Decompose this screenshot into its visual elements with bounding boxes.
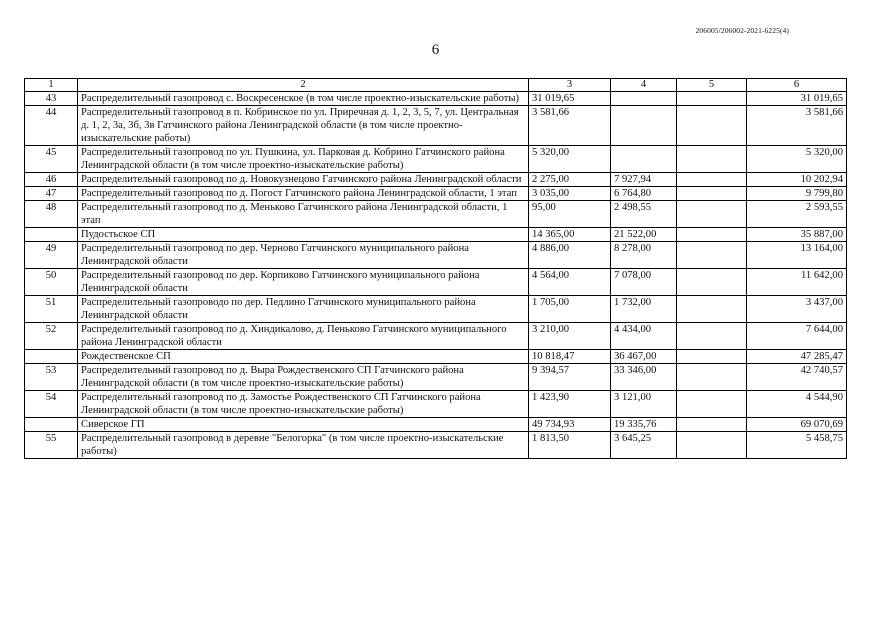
page-number: 6: [431, 42, 440, 58]
column-4-value: 3 121,00: [611, 391, 677, 418]
table-row: [25, 146, 847, 173]
column-header-2: 2: [78, 79, 529, 92]
column-3-value: 95,00: [529, 201, 611, 228]
row-number-cell: 43: [25, 92, 78, 106]
column-4-value: 2 498,55: [611, 201, 677, 228]
column-6-value: 7 644,00: [747, 323, 847, 350]
column-5-value: [677, 201, 747, 228]
column-6-value: 69 070,69: [747, 418, 847, 432]
column-4-value: 19 335,76: [611, 418, 677, 432]
object-name-cell: Распределительный газопроводо по дер. Педлино Гатчинского муниципального района Ленинградской области: [78, 296, 529, 323]
column-6-value: 13 164,00: [747, 242, 847, 269]
column-3-value: 49 734,93: [529, 418, 611, 432]
column-3-value: 1 813,50: [529, 432, 611, 459]
object-name-cell: Распределительный газопровод в п. Кобринское по ул. Приречная д. 1, 2, 3, 5, 7, ул. Центральная д. 1, 2, 3а, 3б, 3в Гатчинского района Ленинградской области (в том числе проектно-изыскательские работы): [78, 106, 529, 146]
table-row: [25, 391, 847, 418]
table-row: [25, 228, 847, 242]
column-4-value: 4 434,00: [611, 323, 677, 350]
column-5-value: [677, 391, 747, 418]
column-3-value: 4 564,00: [529, 269, 611, 296]
column-5-value: [677, 269, 747, 296]
row-number-cell: [25, 350, 78, 364]
column-4-value: [611, 92, 677, 106]
column-4-value: [611, 106, 677, 146]
column-5-value: [677, 173, 747, 187]
column-6-value: 35 887,00: [747, 228, 847, 242]
column-3-value: 1 705,00: [529, 296, 611, 323]
column-4-value: 7 078,00: [611, 269, 677, 296]
column-6-value: 9 799,80: [747, 187, 847, 201]
table-row: [25, 418, 847, 432]
column-5-value: [677, 323, 747, 350]
column-5-value: [677, 242, 747, 269]
column-6-value: 47 285,47: [747, 350, 847, 364]
table-row: [25, 106, 847, 146]
row-number-cell: [25, 228, 78, 242]
column-3-value: 2 275,00: [529, 173, 611, 187]
document-code: 206005/206002-2021-6225(4): [695, 26, 789, 35]
column-5-value: [677, 432, 747, 459]
row-number-cell: 55: [25, 432, 78, 459]
column-3-value: 3 210,00: [529, 323, 611, 350]
budget-table: [24, 78, 847, 459]
object-name-cell: Распределительный газопровод по д. Хиндикалово, д. Пеньково Гатчинского муниципального района Ленинградской области: [78, 323, 529, 350]
object-name-cell: Распределительный газопровод по дер. Корпиково Гатчинского муниципального района Ленинградской области: [78, 269, 529, 296]
table-row: [25, 323, 847, 350]
column-header-3: 3: [529, 79, 611, 92]
row-number-cell: 53: [25, 364, 78, 391]
column-3-value: 9 394,57: [529, 364, 611, 391]
column-6-value: 4 544,90: [747, 391, 847, 418]
row-number-cell: 54: [25, 391, 78, 418]
column-5-value: [677, 187, 747, 201]
column-3-value: 3 581,66: [529, 106, 611, 146]
table-row: [25, 296, 847, 323]
row-number-cell: [25, 418, 78, 432]
column-5-value: [677, 418, 747, 432]
column-6-value: 11 642,00: [747, 269, 847, 296]
object-name-cell: Пудостьское СП: [78, 228, 529, 242]
column-4-value: 21 522,00: [611, 228, 677, 242]
column-header-5: 5: [677, 79, 747, 92]
column-5-value: [677, 350, 747, 364]
table-row: [25, 187, 847, 201]
column-3-value: 1 423,90: [529, 391, 611, 418]
column-header-6: 6: [747, 79, 847, 92]
row-number-cell: 46: [25, 173, 78, 187]
column-6-value: 3 437,00: [747, 296, 847, 323]
object-name-cell: Распределительный газопровод по д. Новокузнецово Гатчинского района Ленинградской области: [78, 173, 529, 187]
row-number-cell: 49: [25, 242, 78, 269]
column-3-value: 3 035,00: [529, 187, 611, 201]
table-row: [25, 269, 847, 296]
column-4-value: 3 645,25: [611, 432, 677, 459]
row-number-cell: 51: [25, 296, 78, 323]
table-header-row: [25, 79, 847, 92]
table-row: [25, 92, 847, 106]
object-name-cell: Распределительный газопровод по ул. Пушкина, ул. Парковая д. Кобрино Гатчинского района Ленинградской области (в том числе проектно-изыскательские работы): [78, 146, 529, 173]
object-name-cell: Распределительный газопровод по дер. Черново Гатчинского муниципального района Ленинградской области: [78, 242, 529, 269]
column-3-value: 14 365,00: [529, 228, 611, 242]
row-number-cell: 50: [25, 269, 78, 296]
column-4-value: 36 467,00: [611, 350, 677, 364]
object-name-cell: Распределительный газопровод по д. Выра Рождественского СП Гатчинского района Ленинградской области (в том числе проектно-изыскательские работы): [78, 364, 529, 391]
column-3-value: 10 818,47: [529, 350, 611, 364]
column-6-value: 10 202,94: [747, 173, 847, 187]
column-4-value: 7 927,94: [611, 173, 677, 187]
column-6-value: 5 320,00: [747, 146, 847, 173]
column-3-value: 5 320,00: [529, 146, 611, 173]
column-4-value: 8 278,00: [611, 242, 677, 269]
object-name-cell: Распределительный газопровод по д. Меньково Гатчинского района Ленинградской области, 1 этап: [78, 201, 529, 228]
object-name-cell: Распределительный газопровод в деревне "Белогорка" (в том числе проектно-изыскательские работы): [78, 432, 529, 459]
table-row: [25, 350, 847, 364]
column-6-value: 31 019,65: [747, 92, 847, 106]
column-5-value: [677, 106, 747, 146]
object-name-cell: Распределительный газопровод по д. Замостье Рождественского СП Гатчинского района Ленинградской области (в том числе проектно-изыскательские работы): [78, 391, 529, 418]
column-3-value: 31 019,65: [529, 92, 611, 106]
column-6-value: 3 581,66: [747, 106, 847, 146]
object-name-cell: Распределительный газопровод по д. Погост Гатчинского района Ленинградской области, 1 этап: [78, 187, 529, 201]
object-name-cell: Распределительный газопровод с. Воскресенское (в том числе проектно-изыскательские работы): [78, 92, 529, 106]
table-row: [25, 173, 847, 187]
row-number-cell: 47: [25, 187, 78, 201]
table-row: [25, 201, 847, 228]
column-4-value: 1 732,00: [611, 296, 677, 323]
table-row: [25, 432, 847, 459]
column-5-value: [677, 92, 747, 106]
column-5-value: [677, 296, 747, 323]
object-name-cell: Сиверское ГП: [78, 418, 529, 432]
column-4-value: [611, 146, 677, 173]
column-5-value: [677, 146, 747, 173]
column-5-value: [677, 364, 747, 391]
column-4-value: 33 346,00: [611, 364, 677, 391]
row-number-cell: 45: [25, 146, 78, 173]
column-6-value: 2 593,55: [747, 201, 847, 228]
column-header-1: 1: [25, 79, 78, 92]
column-6-value: 5 458,75: [747, 432, 847, 459]
column-header-4: 4: [611, 79, 677, 92]
object-name-cell: Рождественское СП: [78, 350, 529, 364]
row-number-cell: 44: [25, 106, 78, 146]
row-number-cell: 48: [25, 201, 78, 228]
table-row: [25, 364, 847, 391]
column-6-value: 42 740,57: [747, 364, 847, 391]
column-4-value: 6 764,80: [611, 187, 677, 201]
row-number-cell: 52: [25, 323, 78, 350]
table-row: [25, 242, 847, 269]
column-3-value: 4 886,00: [529, 242, 611, 269]
column-5-value: [677, 228, 747, 242]
table-body: [25, 92, 847, 459]
